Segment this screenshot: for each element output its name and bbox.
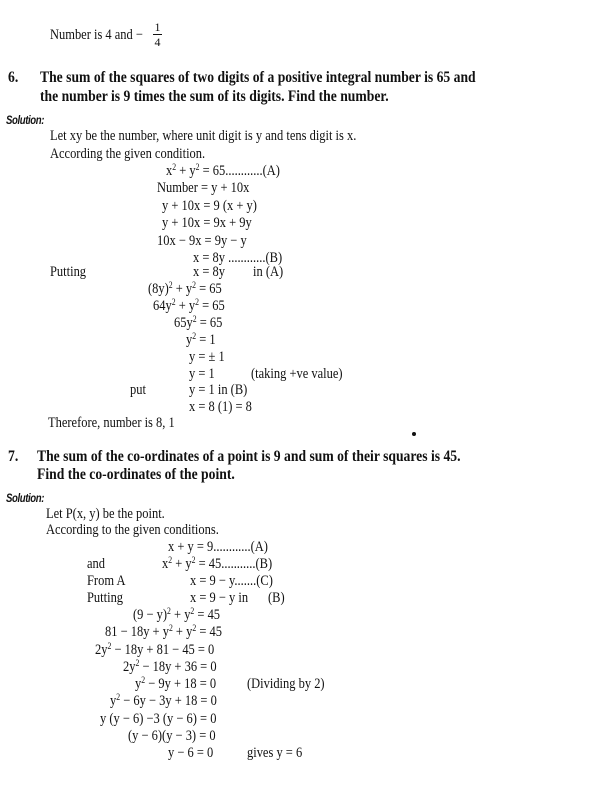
text-segment: (9 − y) — [133, 607, 168, 623]
text-segment: x + y = 9............(A) — [168, 539, 268, 555]
text-segment: x = 9 − y.......(C) — [190, 573, 273, 589]
solution-line — [251, 366, 343, 382]
text-segment: (B) — [268, 590, 285, 606]
text-segment: 64y — [153, 298, 172, 314]
text-segment: y — [135, 676, 142, 692]
solution-line — [87, 556, 105, 572]
text-segment: x = 8y — [193, 264, 225, 280]
superscript: 2 — [167, 606, 171, 616]
text-segment: y + 10x = 9x + 9y — [162, 215, 252, 231]
solution-line — [50, 128, 356, 144]
superscript: 2 — [192, 331, 197, 341]
text-segment: y — [110, 693, 117, 709]
solution-line — [253, 264, 283, 280]
fraction-numerator: 1 — [154, 20, 161, 34]
text-segment: y = ± 1 — [189, 349, 225, 365]
text-segment: y — [186, 332, 193, 348]
text-segment: Therefore, number is 8, 1 — [48, 415, 175, 431]
solution-line — [123, 659, 217, 675]
text-segment: + y — [176, 163, 196, 179]
solution-line — [100, 711, 216, 727]
stray-dot — [412, 432, 416, 436]
text-segment: = 45...........(B) — [195, 556, 273, 572]
text-segment: y = 1 — [189, 366, 215, 382]
solution-line — [50, 264, 86, 280]
text-segment: − 6y − 3y + 18 = 0 — [120, 693, 217, 709]
text-segment: 81 − 18y + y — [105, 624, 169, 640]
solution-line — [268, 590, 285, 606]
text-segment: Number = y + 10x — [157, 180, 250, 196]
solution-line — [174, 315, 222, 331]
text-segment: Putting — [50, 264, 87, 280]
superscript: 2 — [190, 606, 195, 616]
solution-line — [168, 539, 268, 555]
text-segment: = 1 — [196, 332, 216, 348]
solution-line — [189, 366, 215, 382]
text-segment: (y − 6)(y − 3) = 0 — [128, 728, 216, 744]
solution-line — [189, 349, 225, 365]
text-segment: + y — [172, 624, 193, 640]
superscript: 2 — [171, 297, 176, 307]
solution-line — [190, 573, 273, 589]
superscript: 2 — [116, 692, 121, 702]
solution-line — [133, 607, 220, 623]
solution-line — [87, 573, 125, 589]
text-segment: + y — [175, 298, 196, 314]
text-segment: and — [87, 556, 106, 572]
superscript: 2 — [195, 297, 199, 307]
solution-line — [110, 693, 217, 709]
text-segment: + y — [172, 556, 192, 572]
solution-line — [157, 180, 249, 196]
solution-line — [157, 233, 247, 249]
superscript: 2 — [192, 314, 197, 324]
superscript: 2 — [192, 623, 197, 633]
solution-line — [46, 506, 165, 522]
superscript: 2 — [168, 623, 173, 633]
text-segment: = 65............(A) — [199, 163, 280, 179]
text-segment: = 45 — [194, 607, 221, 623]
solution-line — [87, 590, 123, 606]
text-segment: x = 8 (1) = 8 — [189, 399, 252, 415]
superscript: 2 — [168, 280, 173, 290]
text-segment: y (y − 6) −3 (y − 6) = 0 — [100, 711, 217, 727]
superscript: 2 — [135, 658, 140, 668]
superscript: 2 — [195, 162, 200, 172]
text-segment: − 18y + 81 − 45 = 0 — [111, 642, 215, 658]
text-segment: y − 6 = 0 — [168, 745, 214, 761]
fraction-denominator: 4 — [154, 35, 161, 49]
superscript: 2 — [192, 280, 197, 290]
solution-line — [162, 556, 272, 572]
superscript: 2 — [172, 162, 177, 172]
text-segment: 2y — [123, 659, 136, 675]
text-segment: (8y) — [148, 281, 169, 297]
text-segment: (taking +ve value) — [251, 366, 343, 382]
solution-line — [105, 624, 222, 640]
text-segment: = 65 — [196, 281, 222, 297]
text-segment: − 9y + 18 = 0 — [145, 676, 217, 692]
text-segment: 2y — [95, 642, 108, 658]
solution-line — [153, 298, 225, 314]
text-segment: in (A) — [253, 264, 284, 280]
text-segment: + y — [170, 607, 191, 623]
text-segment: (Dividing by 2) — [247, 676, 325, 692]
fraction — [153, 21, 162, 48]
solution-line — [162, 198, 257, 214]
question-7-solution-label: Solution: — [6, 491, 44, 505]
text-segment: According the given condition. — [50, 146, 206, 162]
intro-text: Number is 4 and − — [50, 27, 143, 43]
text-segment: From A — [87, 573, 126, 589]
text-segment: x — [166, 163, 173, 179]
text-segment: = 65 — [196, 315, 223, 331]
superscript: 2 — [168, 555, 173, 565]
question-6-text-line-2: the number is 9 times the sum of its digits. Find the number. — [40, 88, 389, 105]
solution-line — [190, 590, 248, 606]
question-6-number: 6. — [8, 69, 19, 86]
text-segment: According to the given conditions. — [46, 522, 219, 538]
superscript: 2 — [191, 555, 196, 565]
solution-line — [193, 264, 225, 280]
text-segment: y + 10x = 9 (x + y) — [162, 198, 257, 214]
solution-line — [247, 676, 325, 692]
solution-line — [166, 163, 280, 179]
text-segment: gives y = 6 — [247, 745, 303, 761]
text-segment: Let xy be the number, where unit digit is y and tens digit is x. — [50, 128, 357, 144]
solution-line — [130, 382, 146, 398]
text-segment: 65y — [174, 315, 193, 331]
solution-line — [95, 642, 214, 658]
text-segment: y = 1 in (B) — [189, 382, 248, 398]
question-6-solution-label: Solution: — [6, 113, 44, 127]
text-segment: + y — [172, 281, 193, 297]
text-segment: x = 9 − y in — [190, 590, 249, 606]
question-7-text-line-1: The sum of the co-ordinates of a point is 9 and sum of their squares is 45. — [37, 448, 461, 465]
text-segment: − 18y + 36 = 0 — [139, 659, 217, 675]
text-segment: Putting — [87, 590, 124, 606]
question-6-text-line-1: The sum of the squares of two digits of a positive integral number is 65 and — [40, 69, 476, 86]
solution-line — [247, 745, 302, 761]
solution-line — [50, 146, 205, 162]
solution-line — [46, 522, 219, 538]
text-segment: 10x − 9x = 9y − y — [157, 233, 247, 249]
solution-line — [162, 215, 252, 231]
solution-line — [189, 399, 252, 415]
solution-line — [128, 728, 216, 744]
solution-line — [186, 332, 216, 348]
question-7-number: 7. — [8, 448, 19, 465]
text-segment: = 65 — [198, 298, 225, 314]
solution-line — [48, 415, 175, 431]
text-segment: x = 8y ............(B) — [193, 250, 283, 266]
solution-line — [148, 281, 222, 297]
solution-line — [135, 676, 216, 692]
superscript: 2 — [107, 641, 112, 651]
text-segment: put — [130, 382, 146, 398]
text-segment: Let P(x, y) be the point. — [46, 506, 165, 522]
text-segment: x — [162, 556, 169, 572]
question-7-text-line-2: Find the co-ordinates of the point. — [37, 466, 235, 483]
superscript: 2 — [141, 675, 146, 685]
solution-line — [168, 745, 213, 761]
text-segment: = 45 — [196, 624, 222, 640]
solution-line — [189, 382, 247, 398]
